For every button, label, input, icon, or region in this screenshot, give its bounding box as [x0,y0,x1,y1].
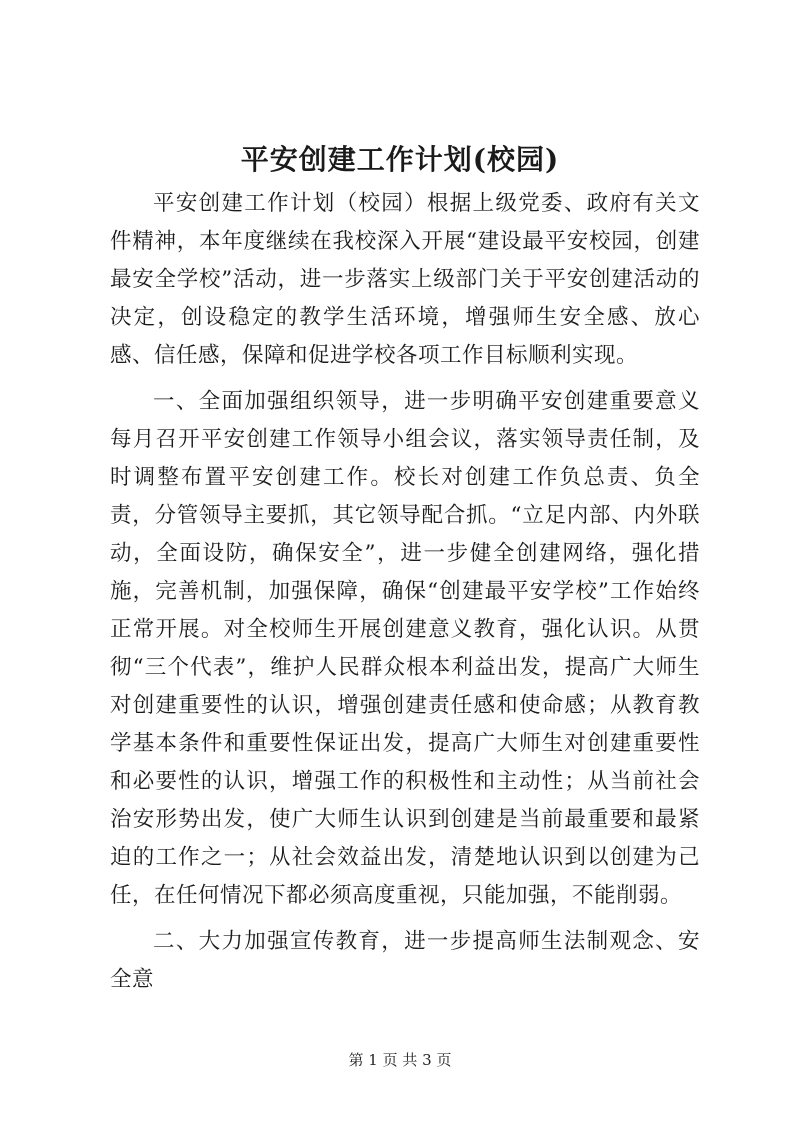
paragraph-section-2: 二、大力加强宣传教育，进一步提高师生法制观念、安全意 [110,929,700,992]
document-title: 平安创建工作计划(校园) [240,143,560,176]
paragraph-intro: 平安创建工作计划（校园）根据上级党委、政府有关文件精神，本年度继续在我校深入开展“建设最平安校园，创建最安全学校”活动，进一步落实上级部门关于平安创建活动的决定，创设稳定的教学生活环境，增强师生安全感、放心感、信任感，保障和促进学校各项工作目标顺利实现。 [110,191,700,368]
paragraph-section-1: 一、全面加强组织领导，进一步明确平安创建重要意义每月召开平安创建工作领导小组会议，落实领导责任制，及时调整布置平安创建工作。校长对创建工作负总责、负全责，分管领导主要抓，其它领导配合抓。“立足内部、内外联动，全面设防，确保安全”，进一步健全创建网络，强化措施，完善机制，加强保障，确保“创建最平安学校”工作始终正常开展。对全校师生开展创建意义教育，强化认识。从贯彻“三个代表”，维护人民群众根本利益出发，提高广大师生对创建重要性的认识，增强创建责任感和使命感；从教育教学基本条件和重要性保证出发，提高广大师生对创建重要性和必要性的认识，增强工作的积极性和主动性；从当前社会治安形势出发，使广大师生认识到创建是当前最重要和最紧迫的工作之一；从社会效益出发，清楚地认识到以创建为己任，在任何情况下都必须高度重视，只能加强，不能削弱。 [110,389,700,908]
page-number-footer: 第 1 页 共 3 页 [348,1051,452,1069]
document-body [110,185,700,999]
